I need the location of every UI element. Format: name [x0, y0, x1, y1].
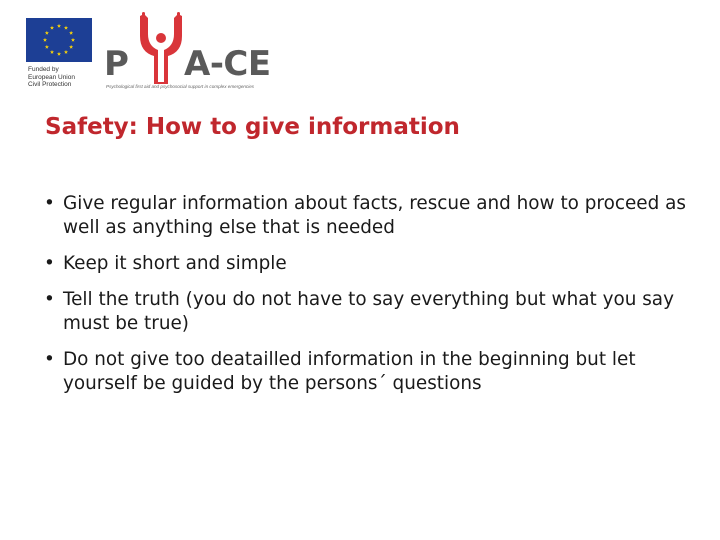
- bullet-text: Give regular information about facts, rescue and how to proceed as well as anything else that is needed: [63, 193, 686, 238]
- bullet-list: [44, 192, 694, 408]
- eu-funding-logo: [26, 18, 92, 90]
- psyace-logo-letter-p: P: [104, 44, 129, 84]
- bullet-glyph: •: [44, 289, 55, 310]
- bullet-item: [44, 192, 694, 240]
- bullet-item: [44, 348, 694, 396]
- eu-caption-line: Civil Protection: [28, 81, 72, 88]
- eu-caption-line: European Union: [28, 73, 75, 81]
- psyace-figure-icon: [134, 12, 188, 86]
- eu-caption: [28, 66, 98, 89]
- bullet-text: Keep it short and simple: [63, 253, 287, 274]
- eu-flag-icon: [26, 18, 92, 62]
- bullet-text: Tell the truth (you do not have to say everything but what you say must be true): [63, 289, 674, 334]
- bullet-glyph: •: [44, 349, 55, 370]
- psyace-logo: [102, 12, 280, 94]
- eu-caption-line: Funded by: [28, 66, 59, 73]
- bullet-item: [44, 288, 694, 336]
- bullet-glyph: •: [44, 253, 55, 274]
- bullet-item: [44, 252, 694, 276]
- psyace-logo-letters-ace: A-CE: [184, 44, 271, 84]
- slide-title: Safety: How to give information: [45, 114, 460, 140]
- bullet-glyph: •: [44, 193, 55, 214]
- bullet-text: Do not give too deatailled information in the beginning but let yourself be guided by the persons´ questions: [63, 349, 636, 394]
- psyace-tagline: Psychological first aid and psychosocial support in complex emergencies: [106, 84, 255, 89]
